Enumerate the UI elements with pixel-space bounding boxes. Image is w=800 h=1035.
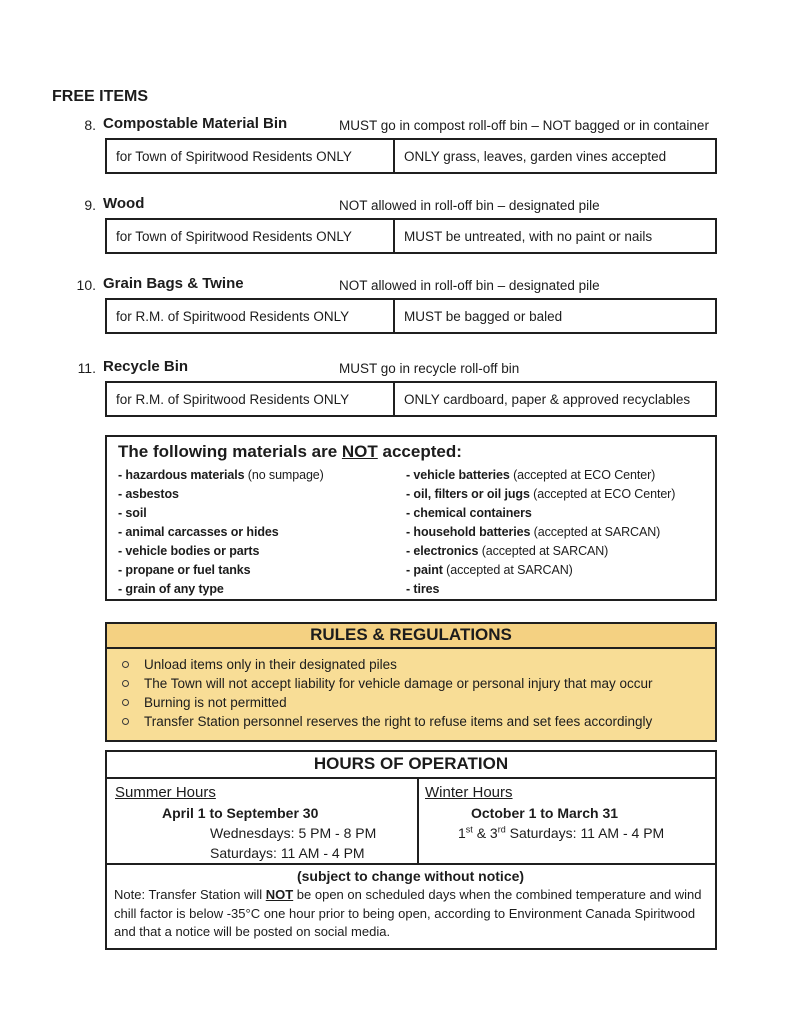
table-cell-condition: ONLY cardboard, paper & approved recyclables <box>404 391 691 407</box>
weather-note: Note: Transfer Station will NOT be open on scheduled days when the combined temperature and wind chill factor is below -35°C one hour prior to being open, according to Environment Canada Spiritwood and that a notice will be posted on social media. <box>114 887 702 939</box>
bullet-circle-icon <box>122 661 129 668</box>
list-item: - hazardous materials (no sumpage) <box>118 468 324 482</box>
table-cell-eligibility: for Town of Spiritwood Residents ONLY <box>107 220 395 252</box>
rule-text: The Town will not accept liability for vehicle damage or personal injury that may occur <box>144 676 653 691</box>
list-item: - vehicle bodies or parts <box>118 544 260 558</box>
rules-regulations-title: RULES & REGULATIONS <box>107 624 715 649</box>
list-item: - vehicle batteries (accepted at ECO Center) <box>406 468 656 482</box>
summer-schedule-line: Wednesdays: 5 PM - 8 PM <box>210 825 377 841</box>
list-item: - asbestos <box>118 487 179 501</box>
item-table <box>105 138 717 174</box>
summer-hours-column <box>107 779 419 863</box>
page-title: FREE ITEMS <box>52 88 149 105</box>
list-item: - propane or fuel tanks <box>118 563 251 577</box>
rule-item <box>119 693 711 712</box>
winter-schedule-line: 1st & 3rd Saturdays: 11 AM - 4 PM <box>458 824 665 841</box>
item-heading <box>0 195 800 217</box>
rule-item <box>119 655 711 674</box>
rule-text: Unload items only in their designated piles <box>144 657 397 672</box>
title-suffix: accepted: <box>377 442 462 461</box>
free-item-10 <box>0 275 800 324</box>
list-item: - electronics (accepted at SARCAN) <box>406 544 609 558</box>
item-note: MUST go in compost roll-off bin – NOT bagged or in container <box>339 118 709 133</box>
table-cell-condition: MUST be untreated, with no paint or nails <box>404 228 653 244</box>
subject-to-change-line: (subject to change without notice) <box>296 868 525 884</box>
hours-of-operation-box <box>105 750 717 950</box>
rule-text: Burning is not permitted <box>144 695 287 710</box>
table-cell-eligibility: for R.M. of Spiritwood Residents ONLY <box>107 383 395 415</box>
list-item: - household batteries (accepted at SARCAN) <box>406 525 661 539</box>
summer-schedule-line: Saturdays: 11 AM - 4 PM <box>210 845 365 861</box>
list-item: - tires <box>406 582 440 596</box>
table-cell-condition: ONLY grass, leaves, garden vines accepted <box>404 148 667 164</box>
free-item-8 <box>0 115 800 164</box>
rules-regulations-box <box>105 622 717 742</box>
winter-hours-column <box>419 779 715 863</box>
rule-item <box>119 674 711 693</box>
item-note: NOT allowed in roll-off bin – designated pile <box>339 278 600 293</box>
bullet-circle-icon <box>122 718 129 725</box>
list-item: - paint (accepted at SARCAN) <box>406 563 573 577</box>
item-name: Grain Bags & Twine <box>103 275 244 292</box>
rule-item <box>119 712 711 731</box>
item-name: Compostable Material Bin <box>103 115 288 132</box>
not-accepted-title <box>118 442 707 462</box>
rule-text: Transfer Station personnel reserves the right to refuse items and set fees accordingly <box>144 714 653 729</box>
list-item: - chemical containers <box>406 506 532 520</box>
hours-footer <box>107 863 715 948</box>
item-heading <box>0 115 800 137</box>
title-prefix: The following materials are <box>118 442 342 461</box>
list-item: - soil <box>118 506 147 520</box>
hours-columns <box>107 779 715 863</box>
item-note: MUST go in recycle roll-off bin <box>339 361 520 376</box>
not-accepted-columns <box>118 466 707 599</box>
item-note: NOT allowed in roll-off bin – designated pile <box>339 198 600 213</box>
item-number: 11. <box>77 360 96 376</box>
item-table <box>105 298 717 334</box>
summer-dates: April 1 to September 30 <box>162 805 319 821</box>
table-cell-condition: MUST be bagged or baled <box>404 308 563 324</box>
free-item-11 <box>0 358 800 407</box>
table-cell-eligibility: for Town of Spiritwood Residents ONLY <box>107 140 395 172</box>
item-name: Recycle Bin <box>103 358 189 375</box>
summer-hours-heading: Summer Hours <box>115 784 216 801</box>
rules-regulations-body <box>107 649 715 740</box>
item-number: 9. <box>84 197 96 213</box>
bullet-circle-icon <box>122 680 129 687</box>
list-item: - grain of any type <box>118 582 224 596</box>
not-accepted-right-column <box>406 466 707 599</box>
list-item: - oil, filters or oil jugs (accepted at ECO Center) <box>406 487 676 501</box>
not-accepted-left-column <box>118 466 406 599</box>
winter-dates: October 1 to March 31 <box>471 805 619 821</box>
item-heading <box>0 358 800 380</box>
hours-title: HOURS OF OPERATION <box>107 752 715 779</box>
item-heading <box>0 275 800 297</box>
item-table <box>105 381 717 417</box>
item-number: 10. <box>76 277 96 293</box>
free-item-9 <box>0 195 800 244</box>
item-table <box>105 218 717 254</box>
table-cell-eligibility: for R.M. of Spiritwood Residents ONLY <box>107 300 395 332</box>
item-name: Wood <box>103 195 145 212</box>
winter-hours-heading: Winter Hours <box>425 784 513 801</box>
list-item: - animal carcasses or hides <box>118 525 279 539</box>
not-accepted-box <box>105 435 717 601</box>
title-not: NOT <box>341 442 378 461</box>
item-number: 8. <box>84 117 96 133</box>
bullet-circle-icon <box>122 699 129 706</box>
